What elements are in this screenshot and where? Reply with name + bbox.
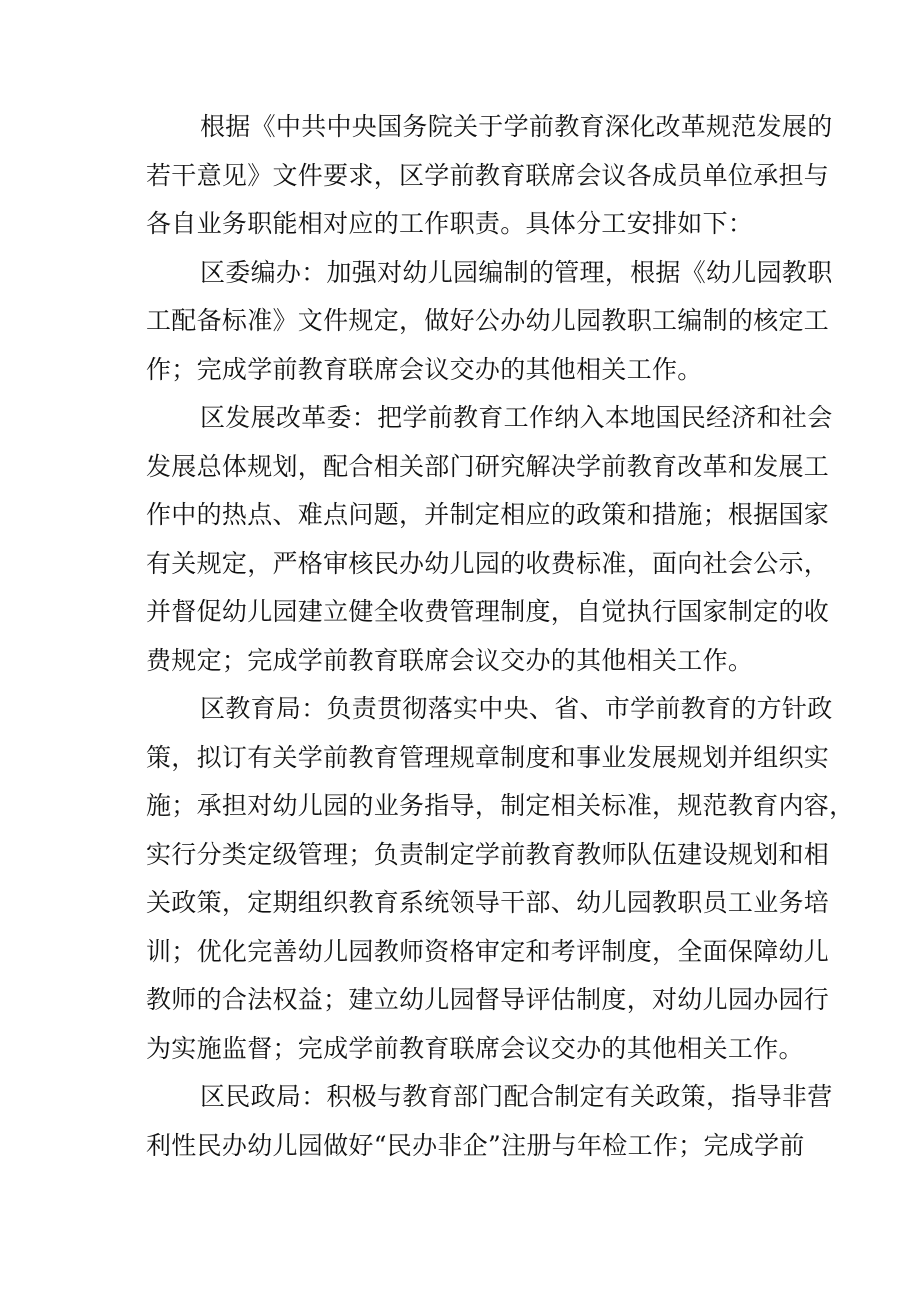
text-line: 工配备标准》文件规定，做好公办幼儿园教职工编制的核定工 (146, 306, 830, 335)
text-line: 并督促幼儿园建立健全收费管理制度，自觉执行国家制定的收 (146, 597, 830, 626)
text-line: 实行分类定级管理；负责制定学前教育教师队伍建设规划和相 (146, 839, 830, 869)
text-line: 施；承担对幼儿园的业务指导，制定相关标准，规范教育内容， (146, 791, 855, 820)
text-line: 利性民办幼儿园做好“民办非企”注册与年检工作；完成学前 (146, 1130, 805, 1160)
text-line: 教师的合法权益；建立幼儿园督导评估制度，对幼儿园办园行 (146, 985, 830, 1014)
text-line: 为实施监督；完成学前教育联席会议交办的其他相关工作。 (146, 1033, 804, 1063)
text-line: 策，拟订有关学前教育管理规章制度和事业发展规划并组织实 (146, 742, 830, 772)
text-line: 区委编办：加强对幼儿园编制的管理，根据《幼儿园教职 (200, 257, 833, 287)
text-line: 有关规定，严格审核民办幼儿园的收费标准，面向社会公示， (146, 548, 830, 578)
text-line: 发展总体规划，配合相关部门研究解决学前教育改革和发展工 (146, 451, 830, 481)
document-body (146, 103, 855, 1170)
text-line: 区民政局：积极与教育部门配合制定有关政策，指导非营 (200, 1082, 833, 1111)
text-line: 若干意见》文件要求，区学前教育联席会议各成员单位承担与 (146, 160, 830, 190)
text-line: 关政策，定期组织教育系统领导干部、幼儿园教职员工业务培 (146, 888, 830, 917)
text-line: 费规定；完成学前教育联席会议交办的其他相关工作。 (146, 645, 754, 675)
text-line: 根据《中共中央国务院关于学前教育深化改革规范发展的 (200, 112, 833, 141)
text-line: 作中的热点、难点问题，并制定相应的政策和措施；根据国家 (146, 500, 830, 529)
text-line: 区教育局：负责贯彻落实中央、省、市学前教育的方针政 (200, 694, 833, 723)
text-line: 各自业务职能相对应的工作职责。具体分工安排如下： (146, 209, 754, 238)
text-line: 区发展改革委：把学前教育工作纳入本地国民经济和社会 (200, 403, 833, 432)
text-line: 作；完成学前教育联席会议交办的其他相关工作。 (146, 354, 703, 384)
text-line: 训；优化完善幼儿园教师资格审定和考评制度，全面保障幼儿 (146, 936, 830, 966)
